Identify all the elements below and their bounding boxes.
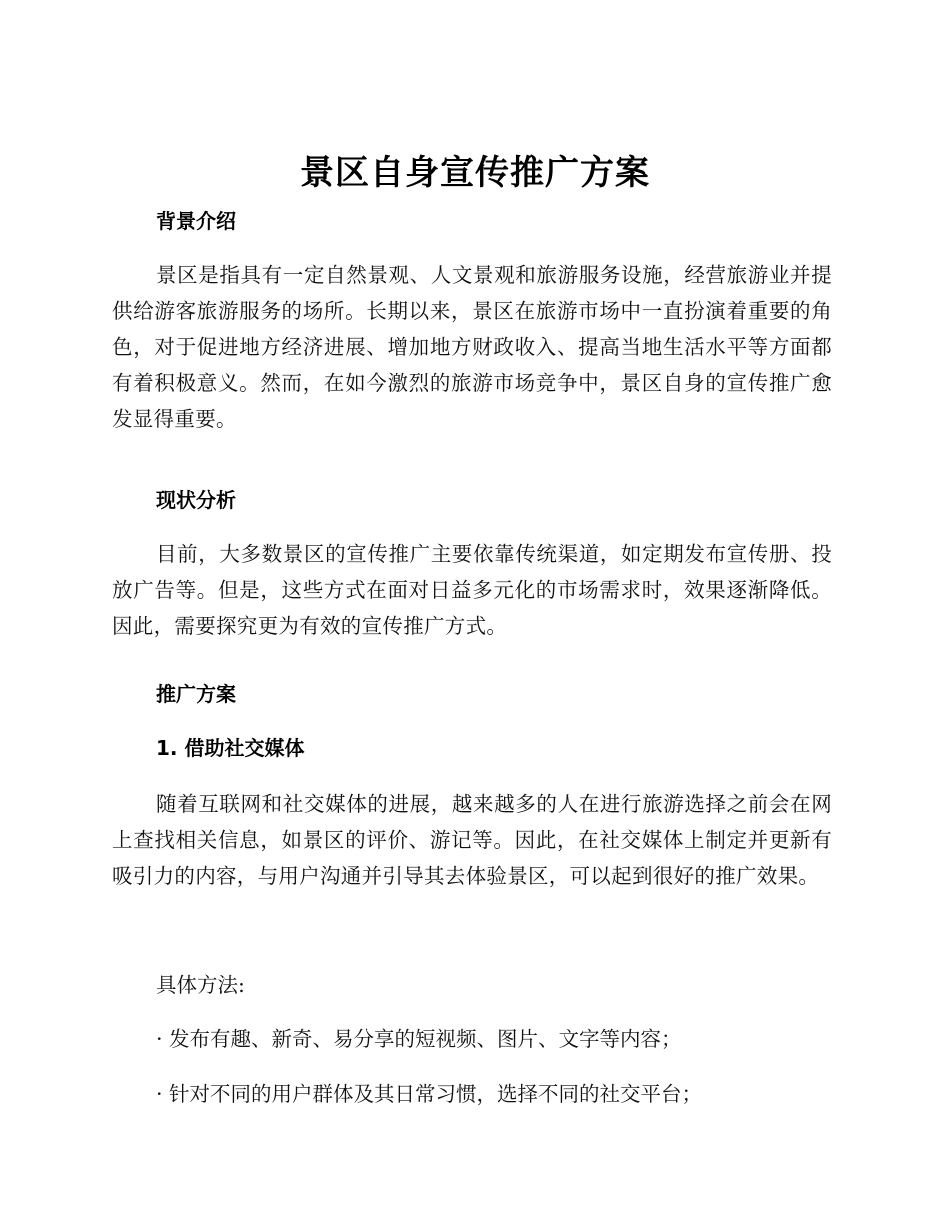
section-heading-status: 现状分析	[156, 488, 236, 512]
document-title: 景区自身宣传推广方案	[300, 153, 650, 193]
bullet-item: · 针对不同的用户群体及其日常习惯，选择不同的社交平台；	[156, 1082, 703, 1106]
section-heading-background: 背景介绍	[156, 209, 236, 233]
bullet-item: · 发布有趣、新奇、易分享的短视频、图片、文字等内容；	[156, 1027, 682, 1051]
paragraph-social-media: 随着互联网和社交媒体的进展，越来越多的人在进行旅游选择之前会在网上查找相关信息，如景区的评价、游记等。因此，在社交媒体上制定并更新有吸引力的内容，与用户沟通并引导其去体验景区，可以起到很好的推广效果。	[112, 792, 832, 888]
methods-label: 具体方法:	[156, 973, 245, 997]
section-heading-plan: 推广方案	[156, 682, 236, 706]
paragraph-status: 目前，大多数景区的宣传推广主要依靠传统渠道，如定期发布宣传册、投放广告等。但是，这些方式在面对日益多元化的市场需求时，效果逐渐降低。因此，需要探究更为有效的宣传推广方式。	[112, 542, 832, 638]
subheading-social-media: 1. 借助社交媒体	[156, 736, 305, 760]
paragraph-background: 景区是指具有一定自然景观、人文景观和旅游服务设施，经营旅游业并提供给游客旅游服务的场所。长期以来，景区在旅游市场中一直扮演着重要的角色，对于促进地方经济进展、增加地方财政收入、提高当地生活水平等方面都有着积极意义。然而，在如今激烈的旅游市场竞争中，景区自身的宣传推广愈发显得重要。	[112, 263, 832, 431]
